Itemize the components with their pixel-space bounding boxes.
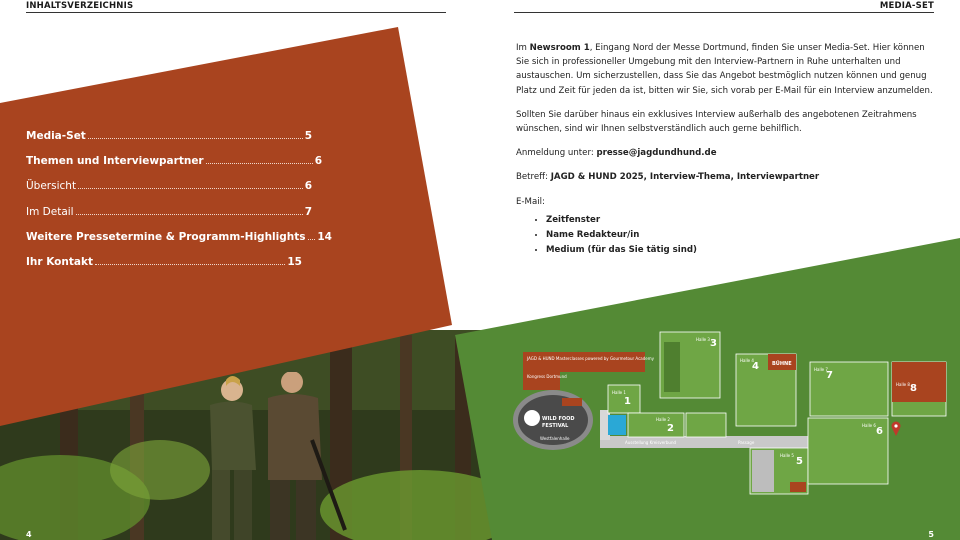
email-label: E-Mail: [516, 196, 545, 207]
toc-entry-page: 7 [304, 206, 312, 218]
svg-text:3: 3 [710, 338, 717, 349]
subject-line: Betreff: JAGD & HUND 2025, Interview-Thema, Interviewpartner [516, 172, 820, 183]
list-item: • Name Redakteur/in [546, 228, 934, 243]
svg-text:7: 7 [826, 370, 833, 381]
festival-label-2: FESTIVAL [542, 423, 569, 429]
svg-text:Halle 8: Halle 8 [896, 382, 910, 387]
location-pin-icon [892, 422, 901, 437]
festival-label: WILD FOOD [542, 416, 575, 422]
svg-text:Halle 3: Halle 3 [696, 337, 710, 342]
right-page-number: 5 [928, 530, 934, 539]
svg-text:2: 2 [667, 423, 674, 434]
buehne-label: BÜHNE [772, 361, 792, 367]
toc-entry-page: 6 [314, 155, 322, 167]
westfalenhalle-label: Westfalenhalle [540, 436, 570, 441]
toc-entry-label: Übersicht [26, 180, 77, 192]
svg-text:5: 5 [796, 456, 803, 467]
svg-text:8: 8 [910, 383, 917, 394]
svg-text:1: 1 [624, 396, 631, 407]
svg-text:Halle 4: Halle 4 [740, 358, 754, 363]
svg-text:Halle 5: Halle 5 [780, 453, 794, 458]
svg-text:6: 6 [876, 426, 883, 437]
list-item: • Medium (für das Sie tätig sind) [546, 243, 934, 258]
toc-entry-label: Ihr Kontakt [26, 256, 93, 268]
left-header: INHALTSVERZEICHNIS [26, 1, 134, 11]
kongress-label: Kongress Dortmund [527, 374, 567, 379]
svg-text:Halle 2: Halle 2 [656, 417, 670, 422]
svg-text:Halle 7: Halle 7 [814, 367, 828, 372]
signup-line: Anmeldung unter: presse@jagdundhund.de [516, 148, 717, 159]
toc-entry-label: Media-Set [26, 130, 86, 142]
passage-label: Passage [738, 440, 755, 445]
halls [608, 332, 946, 494]
signup-email-link[interactable]: presse@jagdundhund.de [596, 148, 717, 159]
svg-text:Halle 1: Halle 1 [612, 390, 626, 395]
svg-text:Halle 6: Halle 6 [862, 423, 876, 428]
toc-entry-page: 6 [304, 180, 312, 192]
right-header: MEDIA-SET [879, 1, 934, 11]
ausstellung-label: Ausstellung Kreisverbund [625, 440, 677, 445]
toc-entry-page: 14 [317, 231, 332, 243]
exclusive-paragraph: Sollten Sie darüber hinaus ein exklusives Interview außerhalb des angebotenen Zeitrahmens wünschen, sind wir Ihnen selbstverständlich auch gerne behilflich. [516, 109, 917, 135]
toc-entry-page: 5 [304, 130, 312, 142]
toc-entry-label: Themen und Interviewpartner [26, 155, 204, 167]
left-page-number: 4 [26, 530, 32, 539]
toc-entry-label: Weitere Pressetermine & Programm-Highlights [26, 231, 306, 243]
toc-entry-page: 15 [287, 256, 302, 268]
intro-paragraph: Im Newsroom 1, Eingang Nord der Messe Dortmund, finden Sie unser Media-Set. Hier können Sie sich in professioneller Umgebung mit den Interview-Partnern in Ruhe unterhalten und austauschen. Um sicherzustellen, dass Sie das Angebot bestmöglich nutzen können und genug Platz und Zeit für jeden da ist, bitten wir Sie, sich vorab per E-Mail für ein Interview anzumelden. [516, 43, 933, 96]
toc-entry-label: Im Detail [26, 206, 74, 218]
masterclasses-label: JAGD & HUND Masterclasses powered by Gourmetour Academy [527, 356, 654, 361]
list-item: • Zeitfenster [546, 213, 934, 228]
newsroom-name: Newsroom 1 [529, 43, 590, 53]
svg-text:4: 4 [752, 361, 759, 372]
